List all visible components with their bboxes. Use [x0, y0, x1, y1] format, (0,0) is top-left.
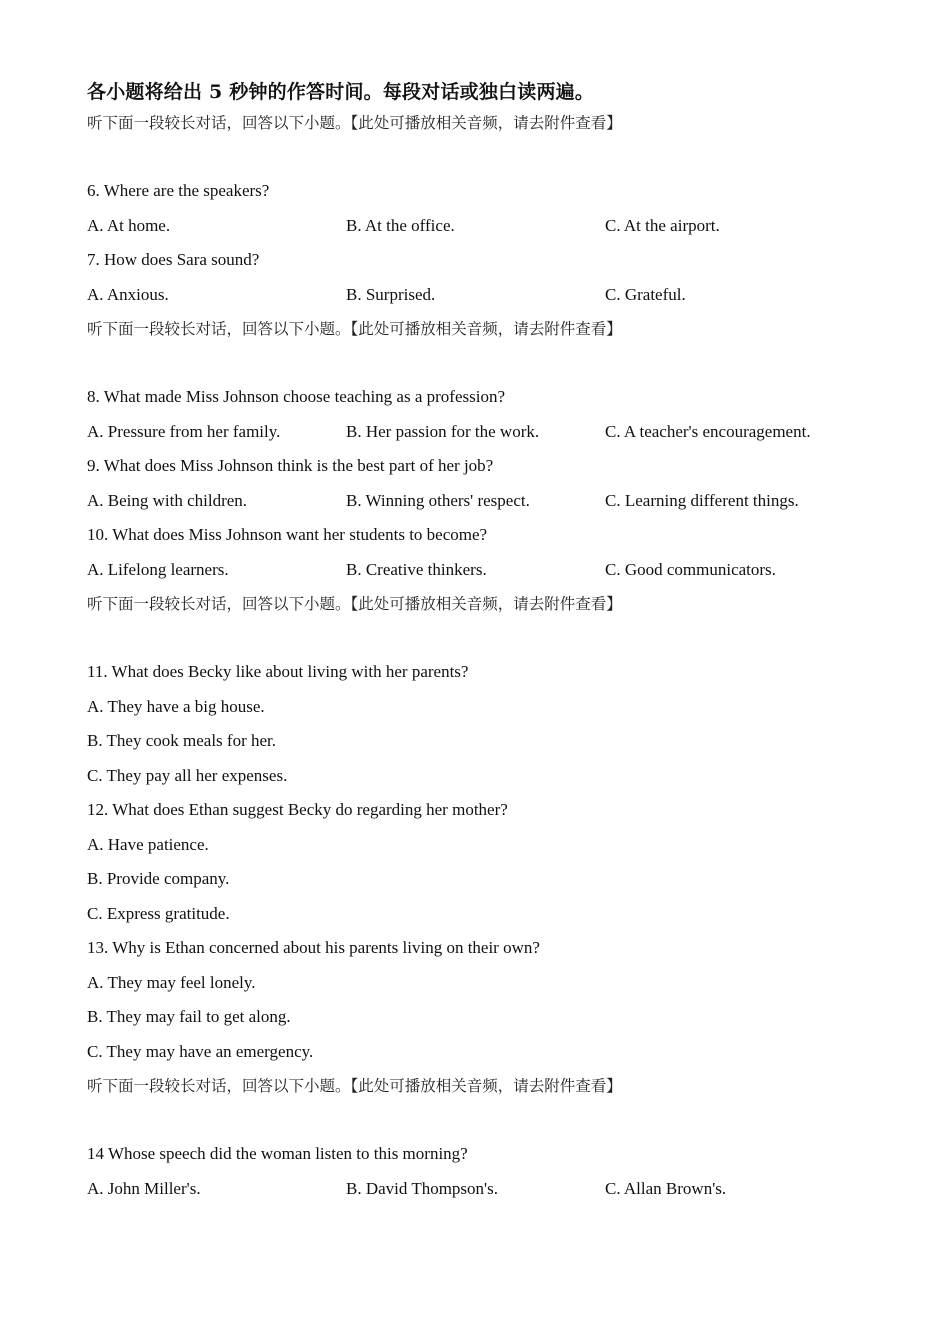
- option-a: A. At home.: [87, 215, 171, 235]
- question-8-stem: 8. What made Miss Johnson choose teaching as a profession?: [87, 387, 505, 406]
- question-9-options: [87, 484, 887, 519]
- option-c: C. Express gratitude.: [87, 903, 230, 923]
- option-a: A. They have a big house.: [87, 696, 265, 716]
- option-b: B. Her passion for the work.: [346, 421, 540, 441]
- option-b: B. Winning others' respect.: [346, 490, 530, 510]
- option-a: A. Pressure from her family.: [87, 421, 281, 441]
- option-c: C. Allan Brown's.: [605, 1178, 727, 1198]
- question-7-stem: 7. How does Sara sound?: [87, 250, 260, 269]
- option-c: C. Grateful.: [605, 284, 686, 304]
- option-c: C. They pay all her expenses.: [87, 765, 288, 785]
- audio-instruction: 听下面一段较长对话，回答以下小题。【此处可播放相关音频，请去附件查看】: [87, 114, 622, 132]
- option-b: B. At the office.: [346, 215, 455, 235]
- option-a: A. Anxious.: [87, 284, 169, 304]
- question-8-options: [87, 415, 887, 450]
- spacer: [87, 1103, 887, 1137]
- option-b: B. Surprised.: [346, 284, 436, 304]
- spacer: [87, 140, 887, 174]
- option-b: B. Provide company.: [87, 869, 230, 888]
- option-c: C. Learning different things.: [605, 490, 799, 510]
- option-b: B. Creative thinkers.: [346, 559, 487, 579]
- question-14-stem: 14 Whose speech did the woman listen to this morning?: [87, 1144, 468, 1163]
- audio-instruction: 听下面一段较长对话，回答以下小题。【此处可播放相关音频，请去附件查看】: [87, 1077, 622, 1095]
- option-b: B. They may fail to get along.: [87, 1007, 291, 1026]
- question-14-options: [87, 1172, 887, 1207]
- question-6-stem: 6. Where are the speakers?: [87, 181, 270, 200]
- section-heading: 各小题将给出 5 秒钟的作答时间。每段对话或独白读两遍。: [87, 81, 595, 103]
- option-c: C. Good communicators.: [605, 559, 776, 579]
- spacer: [87, 346, 887, 380]
- question-6-options: [87, 209, 887, 244]
- spacer: [87, 621, 887, 655]
- audio-instruction: 听下面一段较长对话，回答以下小题。【此处可播放相关音频，请去附件查看】: [87, 595, 622, 613]
- question-10-options: [87, 553, 887, 588]
- option-a: A. John Miller's.: [87, 1178, 201, 1198]
- option-a: A. Lifelong learners.: [87, 559, 229, 579]
- question-11-stem: 11. What does Becky like about living with her parents?: [87, 662, 469, 681]
- option-b: B. They cook meals for her.: [87, 731, 277, 750]
- question-7-options: [87, 278, 887, 313]
- audio-instruction: 听下面一段较长对话，回答以下小题。【此处可播放相关音频，请去附件查看】: [87, 320, 622, 338]
- question-9-stem: 9. What does Miss Johnson think is the best part of her job?: [87, 456, 494, 475]
- question-12-stem: 12. What does Ethan suggest Becky do regarding her mother?: [87, 800, 508, 819]
- question-13-stem: 13. Why is Ethan concerned about his parents living on their own?: [87, 938, 540, 957]
- question-10-stem: 10. What does Miss Johnson want her students to become?: [87, 525, 488, 544]
- option-c: C. They may have an emergency.: [87, 1041, 314, 1061]
- option-a: A. Have patience.: [87, 834, 209, 854]
- option-b: B. David Thompson's.: [346, 1178, 498, 1198]
- option-c: C. At the airport.: [605, 215, 720, 235]
- option-a: A. They may feel lonely.: [87, 972, 256, 992]
- exam-page: [87, 78, 887, 1206]
- option-c: C. A teacher's encouragement.: [605, 421, 811, 441]
- option-a: A. Being with children.: [87, 490, 248, 510]
